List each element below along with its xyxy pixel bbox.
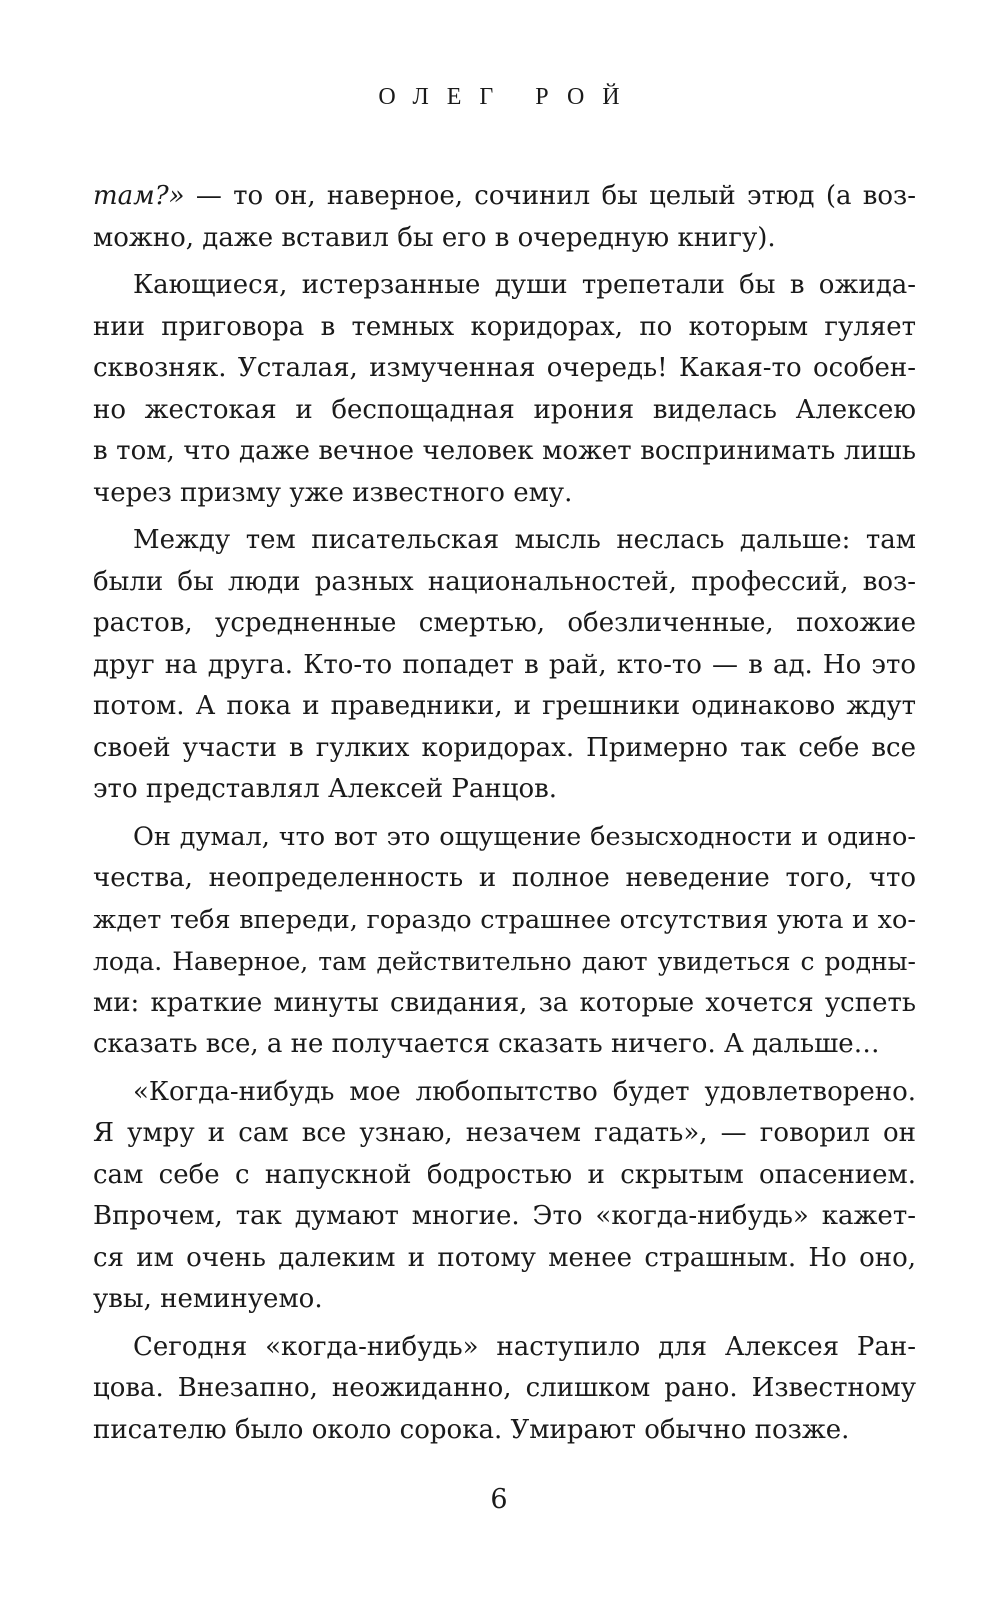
text-line: ждет тебя впереди, гораздо страшнее отсутствия уюта и хо- xyxy=(93,904,916,935)
text-line: сквозняк. Усталая, измученная очередь! Какая-то особен- xyxy=(93,353,916,383)
italic-lead: там?» xyxy=(93,181,185,211)
text-line: друг на друга. Кто-то попадет в рай, кто-то — в ад. Но это xyxy=(93,649,916,680)
text-line: увы, неминуемо. xyxy=(93,1284,323,1314)
text-line: нии приговора в темных коридорах, по которым гуляет xyxy=(93,311,916,342)
paragraph xyxy=(93,817,916,1066)
text-line: писателю было около сорока. Умирают обычно позже. xyxy=(93,1414,850,1445)
paragraph xyxy=(93,176,916,259)
text-line: Я умру и сам все узнаю, незачем гадать», — говорил он xyxy=(93,1118,916,1148)
text-line: сам себе с напускной бодростью и скрытым опасением. xyxy=(93,1159,916,1190)
text-line: растов, усредненные смертью, обезличенные, похожие xyxy=(93,608,916,638)
text-line: чества, неопределенность и полное неведение того, что xyxy=(93,863,916,893)
text-line: ми: краткие минуты свидания, за которые хочется успеть xyxy=(93,987,916,1018)
text-line: своей участи в гулких коридорах. Примерно так себе все xyxy=(93,732,916,763)
text-line: Впрочем, так думают многие. Это «когда-нибудь» кажет- xyxy=(93,1201,916,1231)
text-line: в том, что даже вечное человек может воспринимать лишь xyxy=(93,436,916,466)
paragraph xyxy=(93,1072,916,1321)
text-line: Между тем писательская мысль неслась дальше: там xyxy=(133,525,916,555)
text-line xyxy=(93,176,916,218)
text-line: цова. Внезапно, неожиданно, слишком рано. Известному xyxy=(93,1373,916,1403)
text-line: лода. Наверное, там действительно дают увидеться с родны- xyxy=(93,947,916,976)
text-line: сказать все, а не получается сказать ничего. А дальше… xyxy=(93,1029,880,1059)
text-line: Кающиеся, истерзанные души трепетали бы в ожида- xyxy=(133,270,916,300)
text-line: но жестокая и беспощадная ирония виделась Алексею xyxy=(93,394,916,425)
text-line: Он думал, что вот это ощущение безысходности и одино- xyxy=(133,821,916,852)
text-line: это представлял Алексей Ранцов. xyxy=(93,774,558,804)
line-rest: — то он, наверное, сочинил бы целый этюд (а воз- xyxy=(184,181,916,211)
body-text xyxy=(93,176,916,1451)
running-title: ОЛЕГ РОЙ xyxy=(378,84,638,110)
page-number: 6 xyxy=(490,1484,508,1515)
text-line: ся им очень далеким и потому менее страшным. Но оно, xyxy=(93,1242,916,1273)
text-line: через призму уже известного ему. xyxy=(93,477,573,508)
text-line: потом. А пока и праведники, и грешники одинаково ждут xyxy=(93,691,916,721)
text-line: можно, даже вставил бы его в очередную книгу). xyxy=(93,222,776,253)
paragraph xyxy=(93,265,916,514)
paragraph xyxy=(93,520,916,811)
paragraph xyxy=(93,1327,916,1452)
text-line: были бы люди разных национальностей, профессий, воз- xyxy=(93,566,916,597)
text-line: Сегодня «когда-нибудь» наступило для Алексея Ран- xyxy=(133,1331,916,1362)
text-line: «Когда-нибудь мое любопытство будет удовлетворено. xyxy=(133,1076,916,1107)
